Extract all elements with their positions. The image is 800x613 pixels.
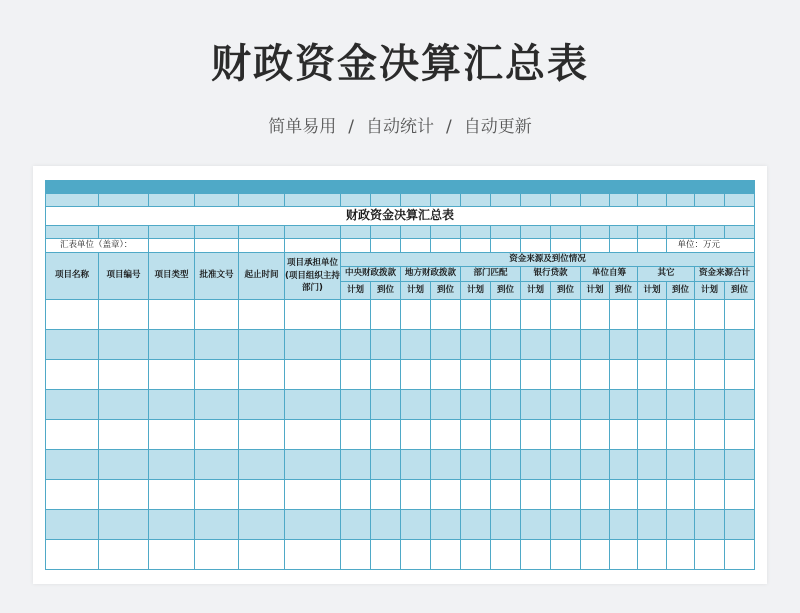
col-plan: 计划	[638, 282, 667, 300]
table-cell[interactable]	[491, 300, 521, 330]
table-cell[interactable]	[461, 390, 491, 420]
table-cell[interactable]	[431, 300, 461, 330]
table-cell[interactable]	[195, 450, 239, 480]
table-cell[interactable]	[491, 420, 521, 450]
table-cell[interactable]	[461, 300, 491, 330]
table-cell[interactable]	[491, 360, 521, 390]
table-cell[interactable]	[551, 540, 581, 570]
table-cell[interactable]	[195, 390, 239, 420]
page-subtitle	[0, 112, 800, 137]
table-cell[interactable]	[341, 480, 371, 510]
table-row	[46, 360, 755, 390]
col-undertaker: 项目承担单位(项目组织主持部门)	[285, 253, 341, 300]
col-funding-group: 资金来源及到位情况	[341, 253, 755, 267]
table-cell[interactable]	[401, 510, 431, 540]
page-title: 财政资金决算汇总表	[211, 41, 589, 87]
table-cell[interactable]	[401, 420, 431, 450]
table-cell[interactable]	[99, 510, 149, 540]
table-cell[interactable]	[239, 330, 285, 360]
table-cell[interactable]	[667, 420, 695, 450]
table-cell[interactable]	[491, 390, 521, 420]
table-cell[interactable]	[638, 390, 667, 420]
table-cell[interactable]	[725, 300, 755, 330]
table-cell[interactable]	[431, 510, 461, 540]
header-bar-row	[46, 181, 755, 194]
table-cell[interactable]	[725, 450, 755, 480]
table-cell[interactable]	[695, 480, 725, 510]
table-cell[interactable]	[667, 540, 695, 570]
table-row	[46, 300, 755, 330]
table-cell[interactable]	[99, 360, 149, 390]
table-cell[interactable]	[285, 330, 341, 360]
currency-unit-label: 单位：万元	[667, 239, 755, 253]
col-source: 银行贷款	[521, 267, 581, 282]
table-cell[interactable]	[581, 360, 610, 390]
table-cell[interactable]	[551, 360, 581, 390]
table-cell[interactable]	[638, 300, 667, 330]
table-cell[interactable]	[46, 450, 99, 480]
table-cell[interactable]	[239, 360, 285, 390]
table-cell[interactable]	[99, 450, 149, 480]
table-cell[interactable]	[521, 420, 551, 450]
table-cell[interactable]	[725, 390, 755, 420]
table-cell[interactable]	[638, 450, 667, 480]
table-cell[interactable]	[341, 540, 371, 570]
table-cell[interactable]	[195, 510, 239, 540]
table-cell[interactable]	[521, 390, 551, 420]
table-cell[interactable]	[46, 480, 99, 510]
table-cell[interactable]	[371, 300, 401, 330]
table-cell[interactable]	[341, 420, 371, 450]
table-cell[interactable]	[401, 540, 431, 570]
table-cell[interactable]	[521, 330, 551, 360]
table-cell[interactable]	[491, 450, 521, 480]
table-cell[interactable]	[195, 480, 239, 510]
data-rows	[46, 300, 755, 570]
table-cell[interactable]	[195, 300, 239, 330]
table-cell[interactable]	[610, 360, 638, 390]
table-cell[interactable]	[239, 450, 285, 480]
subtitle-item: 自动更新	[463, 117, 532, 137]
table-cell[interactable]	[46, 510, 99, 540]
table-cell[interactable]	[581, 450, 610, 480]
table-cell[interactable]	[695, 330, 725, 360]
table-cell[interactable]	[551, 390, 581, 420]
table-cell[interactable]	[581, 510, 610, 540]
subtitle-separator: /	[446, 117, 452, 137]
table-cell[interactable]	[521, 480, 551, 510]
table-cell[interactable]	[581, 330, 610, 360]
table-cell[interactable]	[46, 420, 99, 450]
col-source: 单位自筹	[581, 267, 638, 282]
table-cell[interactable]	[610, 420, 638, 450]
table-cell[interactable]	[99, 330, 149, 360]
table-cell[interactable]	[551, 510, 581, 540]
table-cell[interactable]	[581, 390, 610, 420]
table-cell[interactable]	[431, 420, 461, 450]
table-cell[interactable]	[431, 330, 461, 360]
table-cell[interactable]	[667, 480, 695, 510]
col-arrived: 到位	[610, 282, 638, 300]
col-project-name: 项目名称	[46, 253, 99, 300]
table-cell[interactable]	[99, 390, 149, 420]
table-cell[interactable]	[461, 360, 491, 390]
table-cell[interactable]	[638, 540, 667, 570]
table-cell[interactable]	[46, 300, 99, 330]
table-cell[interactable]	[195, 330, 239, 360]
col-plan: 计划	[521, 282, 551, 300]
table-row	[46, 330, 755, 360]
table-cell[interactable]	[431, 360, 461, 390]
summary-table	[45, 180, 755, 570]
table-cell[interactable]	[341, 330, 371, 360]
table-cell[interactable]	[667, 390, 695, 420]
table-cell[interactable]	[461, 330, 491, 360]
table-cell[interactable]	[695, 360, 725, 390]
table-cell[interactable]	[491, 480, 521, 510]
table-cell[interactable]	[725, 510, 755, 540]
table-cell[interactable]	[431, 390, 461, 420]
table-cell[interactable]	[491, 330, 521, 360]
table-cell[interactable]	[461, 450, 491, 480]
table-cell[interactable]	[431, 480, 461, 510]
table-cell[interactable]	[341, 360, 371, 390]
table-cell[interactable]	[638, 330, 667, 360]
table-row	[46, 450, 755, 480]
table-cell[interactable]	[695, 540, 725, 570]
table-cell[interactable]	[667, 510, 695, 540]
table-cell[interactable]	[695, 420, 725, 450]
table-cell[interactable]	[401, 480, 431, 510]
table-cell[interactable]	[239, 540, 285, 570]
table-cell[interactable]	[610, 510, 638, 540]
col-source: 中央财政拨款	[341, 267, 401, 282]
table-cell[interactable]	[581, 480, 610, 510]
spacer-row	[46, 194, 755, 207]
table-cell[interactable]	[149, 480, 195, 510]
table-cell[interactable]	[491, 510, 521, 540]
table-cell[interactable]	[610, 450, 638, 480]
table-cell[interactable]	[725, 540, 755, 570]
table-cell[interactable]	[461, 480, 491, 510]
table-cell[interactable]	[581, 420, 610, 450]
table-cell[interactable]	[551, 450, 581, 480]
col-start-end-time: 起止时间	[239, 253, 285, 300]
table-cell[interactable]	[521, 300, 551, 330]
table-cell[interactable]	[551, 300, 581, 330]
table-cell[interactable]	[551, 330, 581, 360]
col-arrived: 到位	[551, 282, 581, 300]
col-plan: 计划	[695, 282, 725, 300]
table-cell[interactable]	[461, 540, 491, 570]
table-cell[interactable]	[285, 300, 341, 330]
table-cell[interactable]	[638, 360, 667, 390]
col-arrived: 到位	[725, 282, 755, 300]
table-cell[interactable]	[461, 420, 491, 450]
table-cell[interactable]	[401, 450, 431, 480]
table-row	[46, 420, 755, 450]
col-source: 其它	[638, 267, 695, 282]
table-cell[interactable]	[491, 540, 521, 570]
table-cell[interactable]	[638, 480, 667, 510]
table-cell[interactable]	[521, 510, 551, 540]
table-row	[46, 390, 755, 420]
table-title: 财政资金决算汇总表	[46, 207, 755, 226]
table-cell[interactable]	[521, 360, 551, 390]
table-cell[interactable]	[461, 510, 491, 540]
table-cell[interactable]	[551, 420, 581, 450]
table-cell[interactable]	[285, 540, 341, 570]
col-plan: 计划	[461, 282, 491, 300]
table-cell[interactable]	[371, 360, 401, 390]
table-cell[interactable]	[239, 510, 285, 540]
table-cell[interactable]	[610, 540, 638, 570]
col-arrived: 到位	[667, 282, 695, 300]
table-cell[interactable]	[667, 300, 695, 330]
col-source: 地方财政拨款	[401, 267, 461, 282]
table-cell[interactable]	[46, 360, 99, 390]
table-cell[interactable]	[99, 420, 149, 450]
table-cell[interactable]	[239, 300, 285, 330]
table-cell[interactable]	[149, 540, 195, 570]
table-row	[46, 540, 755, 570]
subtitle-item: 简单易用	[268, 117, 337, 137]
subtitle-item: 自动统计	[366, 117, 434, 137]
table-cell[interactable]	[638, 510, 667, 540]
table-cell[interactable]	[695, 390, 725, 420]
table-cell[interactable]	[285, 450, 341, 480]
col-arrived: 到位	[431, 282, 461, 300]
table-cell[interactable]	[371, 480, 401, 510]
table-cell[interactable]	[149, 300, 195, 330]
table-cell[interactable]	[285, 420, 341, 450]
table-cell[interactable]	[610, 330, 638, 360]
table-cell[interactable]	[99, 480, 149, 510]
table-cell[interactable]	[341, 510, 371, 540]
table-cell[interactable]	[149, 330, 195, 360]
col-plan: 计划	[581, 282, 610, 300]
table-cell[interactable]	[371, 510, 401, 540]
unit-row	[46, 239, 755, 253]
table-cell[interactable]	[610, 300, 638, 330]
table-cell[interactable]	[285, 480, 341, 510]
spacer-row	[46, 226, 755, 239]
table-cell[interactable]	[149, 420, 195, 450]
table-cell[interactable]	[431, 540, 461, 570]
table-cell[interactable]	[610, 390, 638, 420]
table-cell[interactable]	[371, 390, 401, 420]
subtitle-separator: /	[348, 117, 354, 137]
table-cell[interactable]	[239, 480, 285, 510]
table-cell[interactable]	[725, 330, 755, 360]
table-cell[interactable]	[581, 540, 610, 570]
table-cell[interactable]	[371, 420, 401, 450]
col-project-no: 项目编号	[99, 253, 149, 300]
col-source: 部门匹配	[461, 267, 521, 282]
table-cell[interactable]	[99, 300, 149, 330]
table-cell[interactable]	[695, 300, 725, 330]
table-cell[interactable]	[341, 300, 371, 330]
table-cell[interactable]	[521, 450, 551, 480]
table-cell[interactable]	[149, 510, 195, 540]
table-cell[interactable]	[431, 450, 461, 480]
col-source: 资金来源合计	[695, 267, 755, 282]
table-cell[interactable]	[239, 420, 285, 450]
header-row-1	[46, 253, 755, 267]
table-cell[interactable]	[371, 450, 401, 480]
table-cell[interactable]	[401, 330, 431, 360]
table-cell[interactable]	[667, 450, 695, 480]
col-arrived: 到位	[491, 282, 521, 300]
table-cell[interactable]	[285, 510, 341, 540]
table-cell[interactable]	[610, 480, 638, 510]
col-arrived: 到位	[371, 282, 401, 300]
table-cell[interactable]	[551, 480, 581, 510]
table-cell[interactable]	[149, 390, 195, 420]
table-cell[interactable]	[371, 540, 401, 570]
table-cell[interactable]	[638, 420, 667, 450]
table-cell[interactable]	[667, 360, 695, 390]
table-cell[interactable]	[149, 360, 195, 390]
table-cell[interactable]	[341, 390, 371, 420]
table-cell[interactable]	[46, 330, 99, 360]
col-plan: 计划	[401, 282, 431, 300]
table-cell[interactable]	[401, 390, 431, 420]
table-row	[46, 510, 755, 540]
spreadsheet-preview	[33, 166, 767, 584]
table-cell[interactable]	[667, 330, 695, 360]
table-cell[interactable]	[285, 390, 341, 420]
table-cell[interactable]	[99, 540, 149, 570]
table-row	[46, 480, 755, 510]
col-plan: 计划	[341, 282, 371, 300]
table-cell[interactable]	[581, 300, 610, 330]
col-project-type: 项目类型	[149, 253, 195, 300]
table-cell[interactable]	[195, 420, 239, 450]
table-cell[interactable]	[341, 450, 371, 480]
table-cell[interactable]	[149, 450, 195, 480]
table-cell[interactable]	[695, 510, 725, 540]
table-cell[interactable]	[195, 360, 239, 390]
table-cell[interactable]	[46, 390, 99, 420]
table-cell[interactable]	[695, 450, 725, 480]
table-cell[interactable]	[285, 360, 341, 390]
col-approval-no: 批准文号	[195, 253, 239, 300]
reporting-unit-label: 汇表单位（盖章）：	[46, 239, 149, 253]
table-cell[interactable]	[239, 390, 285, 420]
table-cell[interactable]	[46, 540, 99, 570]
table-cell[interactable]	[725, 420, 755, 450]
table-cell[interactable]	[521, 540, 551, 570]
table-cell[interactable]	[371, 330, 401, 360]
table-cell[interactable]	[195, 540, 239, 570]
table-cell[interactable]	[401, 300, 431, 330]
table-cell[interactable]	[725, 480, 755, 510]
table-cell[interactable]	[401, 360, 431, 390]
table-title-row	[46, 207, 755, 226]
table-cell[interactable]	[725, 360, 755, 390]
